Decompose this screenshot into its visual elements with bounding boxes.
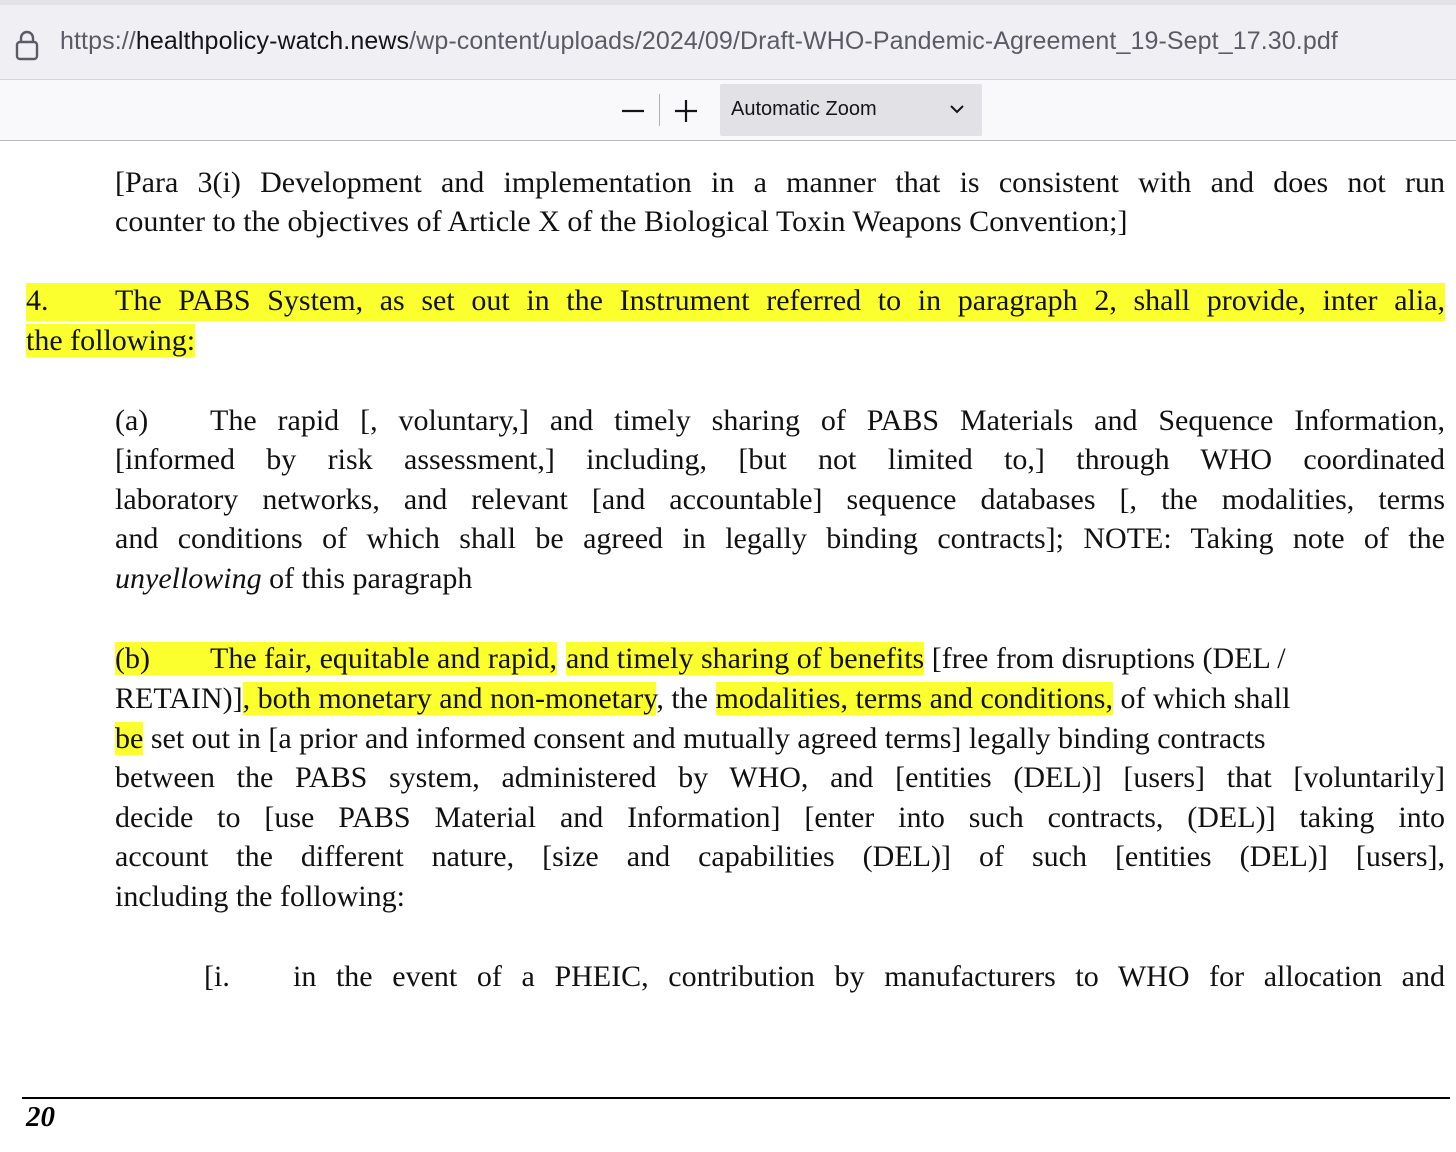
para-a-line-1-text: The rapid [, voluntary,] and timely sharing of PABS Materials and Sequence Information, xyxy=(210,404,1445,437)
para-a-italic-word: unyellowing xyxy=(115,562,262,595)
page-number: 20 xyxy=(26,1101,55,1133)
para-a-line-3: laboratory networks, and relevant [and accountable] sequence databases [, the modalities, terms xyxy=(115,483,1445,516)
para-b-line-1 xyxy=(115,641,1445,679)
url-scheme: https:// xyxy=(60,27,136,55)
para-a-line-2: [informed by risk assessment,] including, [but not limited to,] through WHO coordinated xyxy=(115,443,1445,476)
para-b-line-3 xyxy=(115,721,1445,759)
para-bi-line-1 xyxy=(204,959,1445,997)
para-b-highlight-5: be xyxy=(115,722,144,755)
para-b-line-3-rest: set out in [a prior and informed consent and mutually agreed terms] legally binding contracts xyxy=(143,722,1266,755)
para4-line-2 xyxy=(26,323,195,361)
url-text[interactable] xyxy=(60,27,1338,56)
para-b-highlight-3: , both monetary and non-monetary xyxy=(242,682,657,715)
para-a-line-5-text: of this paragraph xyxy=(261,562,473,595)
para4-line-2-text: the following: xyxy=(26,324,196,357)
para-b-highlight-2: and timely sharing of benefits xyxy=(565,642,925,675)
para-b-line-2-part-3: of which shall xyxy=(1112,682,1291,715)
url-host: healthpolicy-watch.news xyxy=(135,27,410,55)
para4-text: The PABS System, as set out in the Instrument referred to in paragraph 2, shall provide, inter alia, xyxy=(115,284,1445,317)
para-a-label: (a) xyxy=(115,404,149,437)
url-path: /wp-content/uploads/2024/09/Draft-WHO-Pandemic-Agreement_19-Sept_17.30.pdf xyxy=(409,27,1338,55)
para4-line-1 xyxy=(26,283,1445,321)
chevron-down-icon xyxy=(948,102,966,116)
para-b-line-2-part-1: RETAIN)] xyxy=(115,682,243,715)
para-b-line-6: account the different nature, [size and capabilities (DEL)] of such [entities (DEL)] [users], xyxy=(115,840,1445,873)
para-a-line-4: and conditions of which shall be agreed in legally binding contracts]; NOTE: Taking note of the xyxy=(115,522,1445,555)
zoom-in-button[interactable] xyxy=(666,88,706,132)
para4-number: 4. xyxy=(26,284,49,317)
minus-icon xyxy=(613,88,653,132)
para-b-line-5: decide to [use PABS Material and Information] [enter into such contracts, (DEL)] taking into xyxy=(115,801,1445,834)
para-b-label: (b) xyxy=(115,642,150,675)
para-bi-label: [i. xyxy=(204,960,230,993)
para-b-line-4: between the PABS system, administered by WHO, and [entities (DEL)] [users] that [voluntarily] xyxy=(115,761,1445,794)
lock-icon xyxy=(14,29,40,61)
para-a-line-5 xyxy=(115,561,472,599)
toolbar-separator xyxy=(659,94,660,126)
para-b-line-1-rest: [free from disruptions (DEL / xyxy=(924,642,1286,675)
plus-icon xyxy=(666,88,706,132)
para-a-line-1 xyxy=(115,403,1445,441)
para-b-hl-text-1: The fair, equitable and rapid, xyxy=(210,642,557,675)
para-b-line-2 xyxy=(115,681,1445,719)
address-bar[interactable] xyxy=(0,0,1456,80)
para-b-line-2-part-2: , the xyxy=(656,682,716,715)
para-b-highlight-1 xyxy=(115,642,557,675)
para3i-line-2: counter to the objectives of Article X of the Biological Toxin Weapons Convention;] xyxy=(115,205,1128,238)
footer-rule xyxy=(22,1097,1450,1099)
zoom-select[interactable] xyxy=(720,84,982,136)
zoom-out-button[interactable] xyxy=(613,88,653,132)
para-b-highlight-4: modalities, terms and conditions, xyxy=(715,682,1113,715)
zoom-select-value: Automatic Zoom xyxy=(731,98,877,120)
para-b-line-7: including the following: xyxy=(115,880,405,913)
pdf-toolbar xyxy=(0,80,1456,141)
pdf-page xyxy=(0,141,1456,1152)
para3i-line-1: [Para 3(i) Development and implementation in a manner that is consistent with and does not run xyxy=(115,166,1445,199)
para-bi-line-1-text: in the event of a PHEIC, contribution by manufacturers to WHO for allocation and xyxy=(293,960,1445,993)
